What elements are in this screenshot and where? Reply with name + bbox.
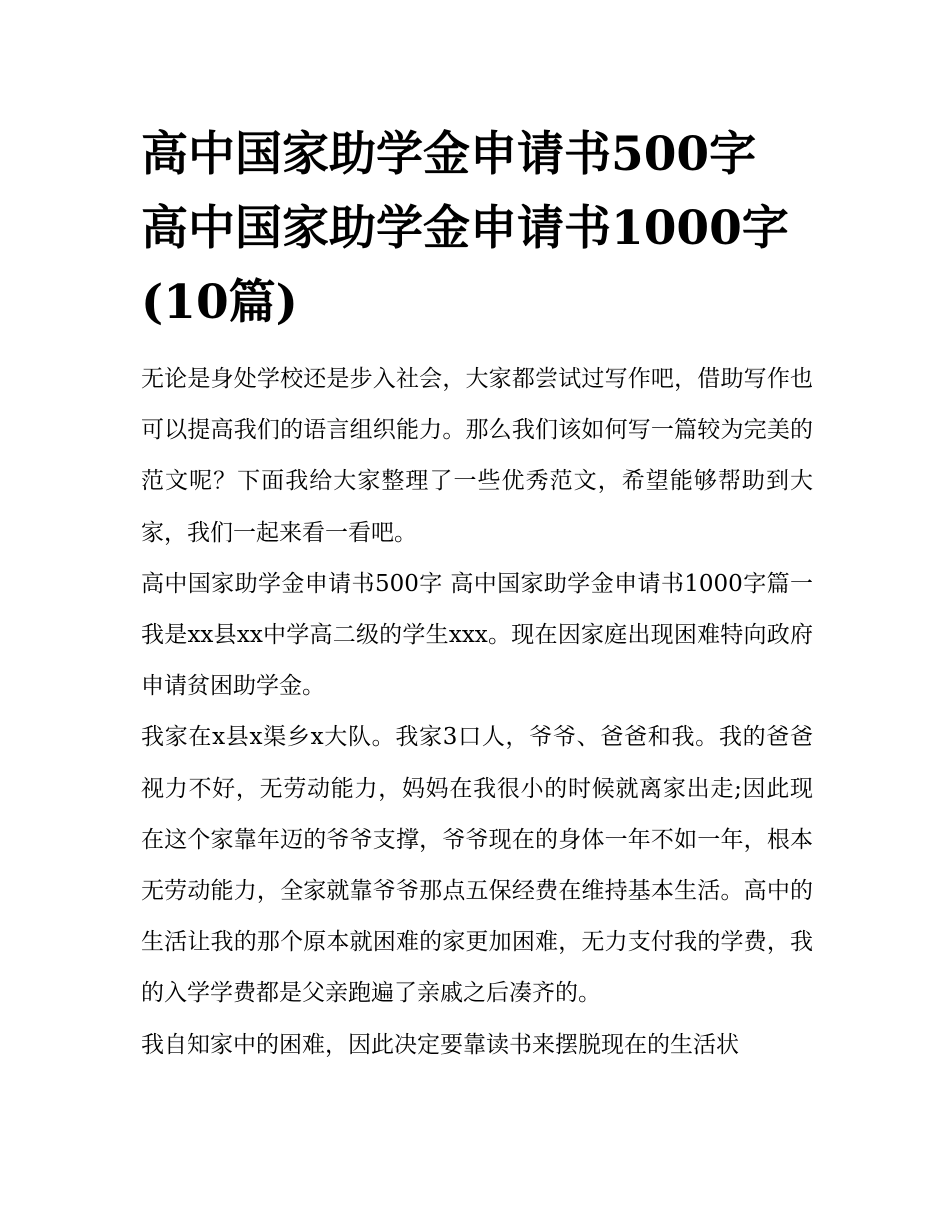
closing-paragraph: 我自知家中的困难，因此决定要靠读书来摆脱现在的生活状 [141, 1031, 739, 1058]
title-line-3: (10篇) [141, 275, 298, 330]
document-body [141, 118, 813, 1071]
document-title [141, 118, 813, 340]
heading-paragraph: 高中国家助学金申请书500字 高中国家助学金申请书1000字篇一 我是xx县xx中学高二级的学生xxx。现在因家庭出现困难特向政府申请贫困助学金。 [141, 570, 813, 700]
family-paragraph: 我家在x县x渠乡x大队。我家3口人，爷爷、爸爸和我。我的爸爸视力不好，无劳动能力，妈妈在我很小的时候就离家出走;因此现在这个家靠年迈的爷爷支撑，爷爷现在的身体一年不如一年，根本无劳动能力，全家就靠爷爷那点五保经费在维持基本生活。高中的生活让我的那个原本就困难的家更加困难，无力支付我的学费，我的入学学费都是父亲跑遍了亲戚之后凑齐的。 [141, 724, 813, 1007]
title-line-1: 高中国家助学金申请书500字 [141, 127, 757, 182]
intro-paragraph: 无论是身处学校还是步入社会，大家都尝试过写作吧，借助写作也可以提高我们的语言组织能力。那么我们该如何写一篇较为完美的范文呢？下面我给大家整理了一些优秀范文，希望能够帮助到大家，我们一起来看一看吧。 [141, 366, 813, 546]
title-line-2: 高中国家助学金申请书1000字 [141, 201, 789, 256]
